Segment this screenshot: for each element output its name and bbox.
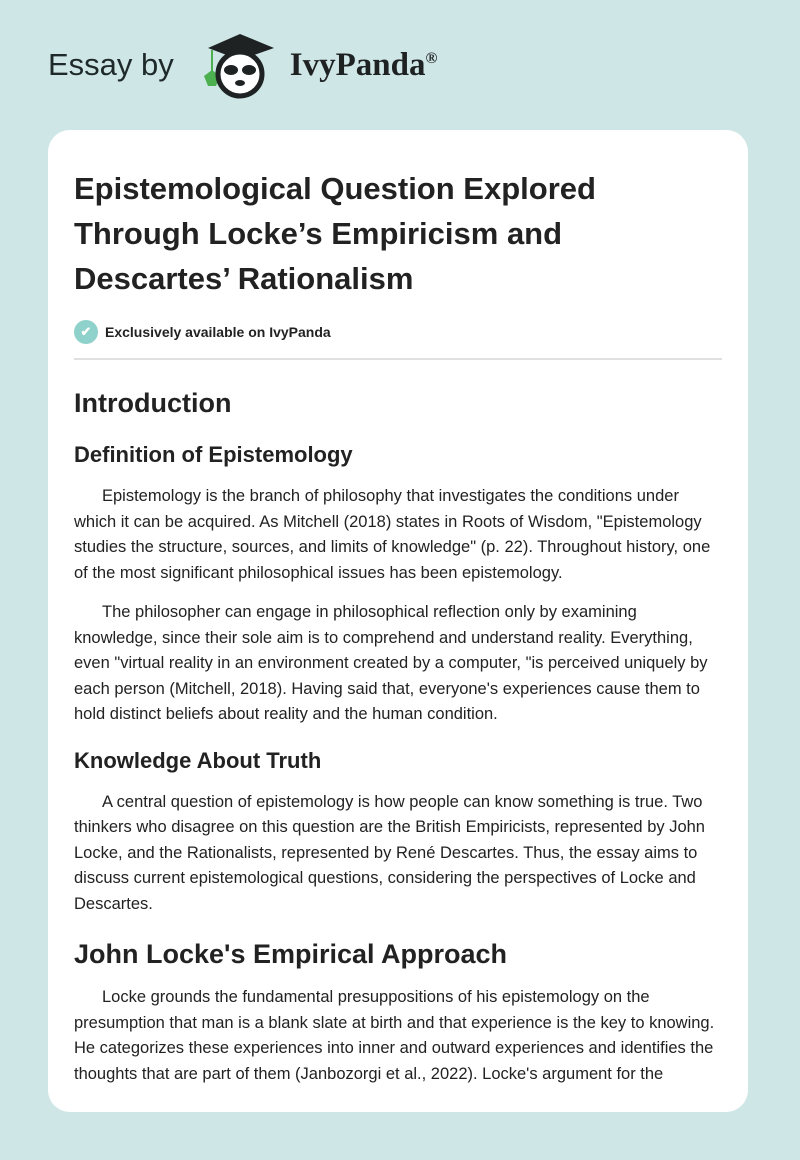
essay-by-label: Essay by	[48, 47, 174, 82]
subsection-heading: Knowledge About Truth	[74, 747, 322, 773]
paragraph: Epistemology is the branch of philosophy that investigates the conditions under which it can be acquired. As Mitchell (2018) states in Roots of Wisdom, "Epistemology studies the structure, sources, and limits of knowledge" (p. 22). Throughout history, one of the most significant philosophical issues has been epistemology.	[74, 487, 711, 582]
essay-card	[48, 130, 748, 1112]
divider	[74, 358, 722, 360]
paragraph: A central question of epistemology is how people can know something is true. Two thinkers who disagree on this question are the British Empiricists, represented by John Locke, and the Rationalists, represented by René Descartes. Thus, the essay aims to discuss current epistemological questions, considering the perspectives of Locke and Descartes.	[74, 792, 705, 913]
check-icon: ✔	[74, 320, 98, 344]
site-header	[48, 30, 437, 100]
section-heading: Introduction	[74, 388, 232, 418]
essay-title: Epistemological Question Explored Through Locke’s Empiricism and Descartes’ Rationalism	[74, 171, 596, 296]
ivypanda-logo-icon[interactable]	[196, 30, 282, 100]
paragraph: Locke grounds the fundamental presuppositions of his epistemology on the presumption that man is a blank slate at birth and that experience is the key to knowing. He categorizes these experiences into inner and outward experiences and identifies the thoughts that are part of them (Janbozorgi et al., 2022). Locke's argument for the	[74, 988, 715, 1083]
brand-name[interactable]: IvyPanda®	[289, 46, 438, 83]
section-heading: John Locke's Empirical Approach	[74, 939, 508, 969]
badge-text: Exclusively available on IvyPanda	[105, 324, 331, 340]
subsection-heading: Definition of Epistemology	[74, 442, 353, 467]
paragraph: The philosopher can engage in philosophical reflection only by examining knowledge, since their sole aim is to comprehend and understand reality. Everything, even "virtual reality in an environment created by a computer, "is perceived uniquely by each person (Mitchell, 2018). Having said that, everyone's experiences cause them to hold distinct beliefs about reality and the human condition.	[74, 603, 708, 723]
exclusive-badge	[74, 320, 722, 344]
